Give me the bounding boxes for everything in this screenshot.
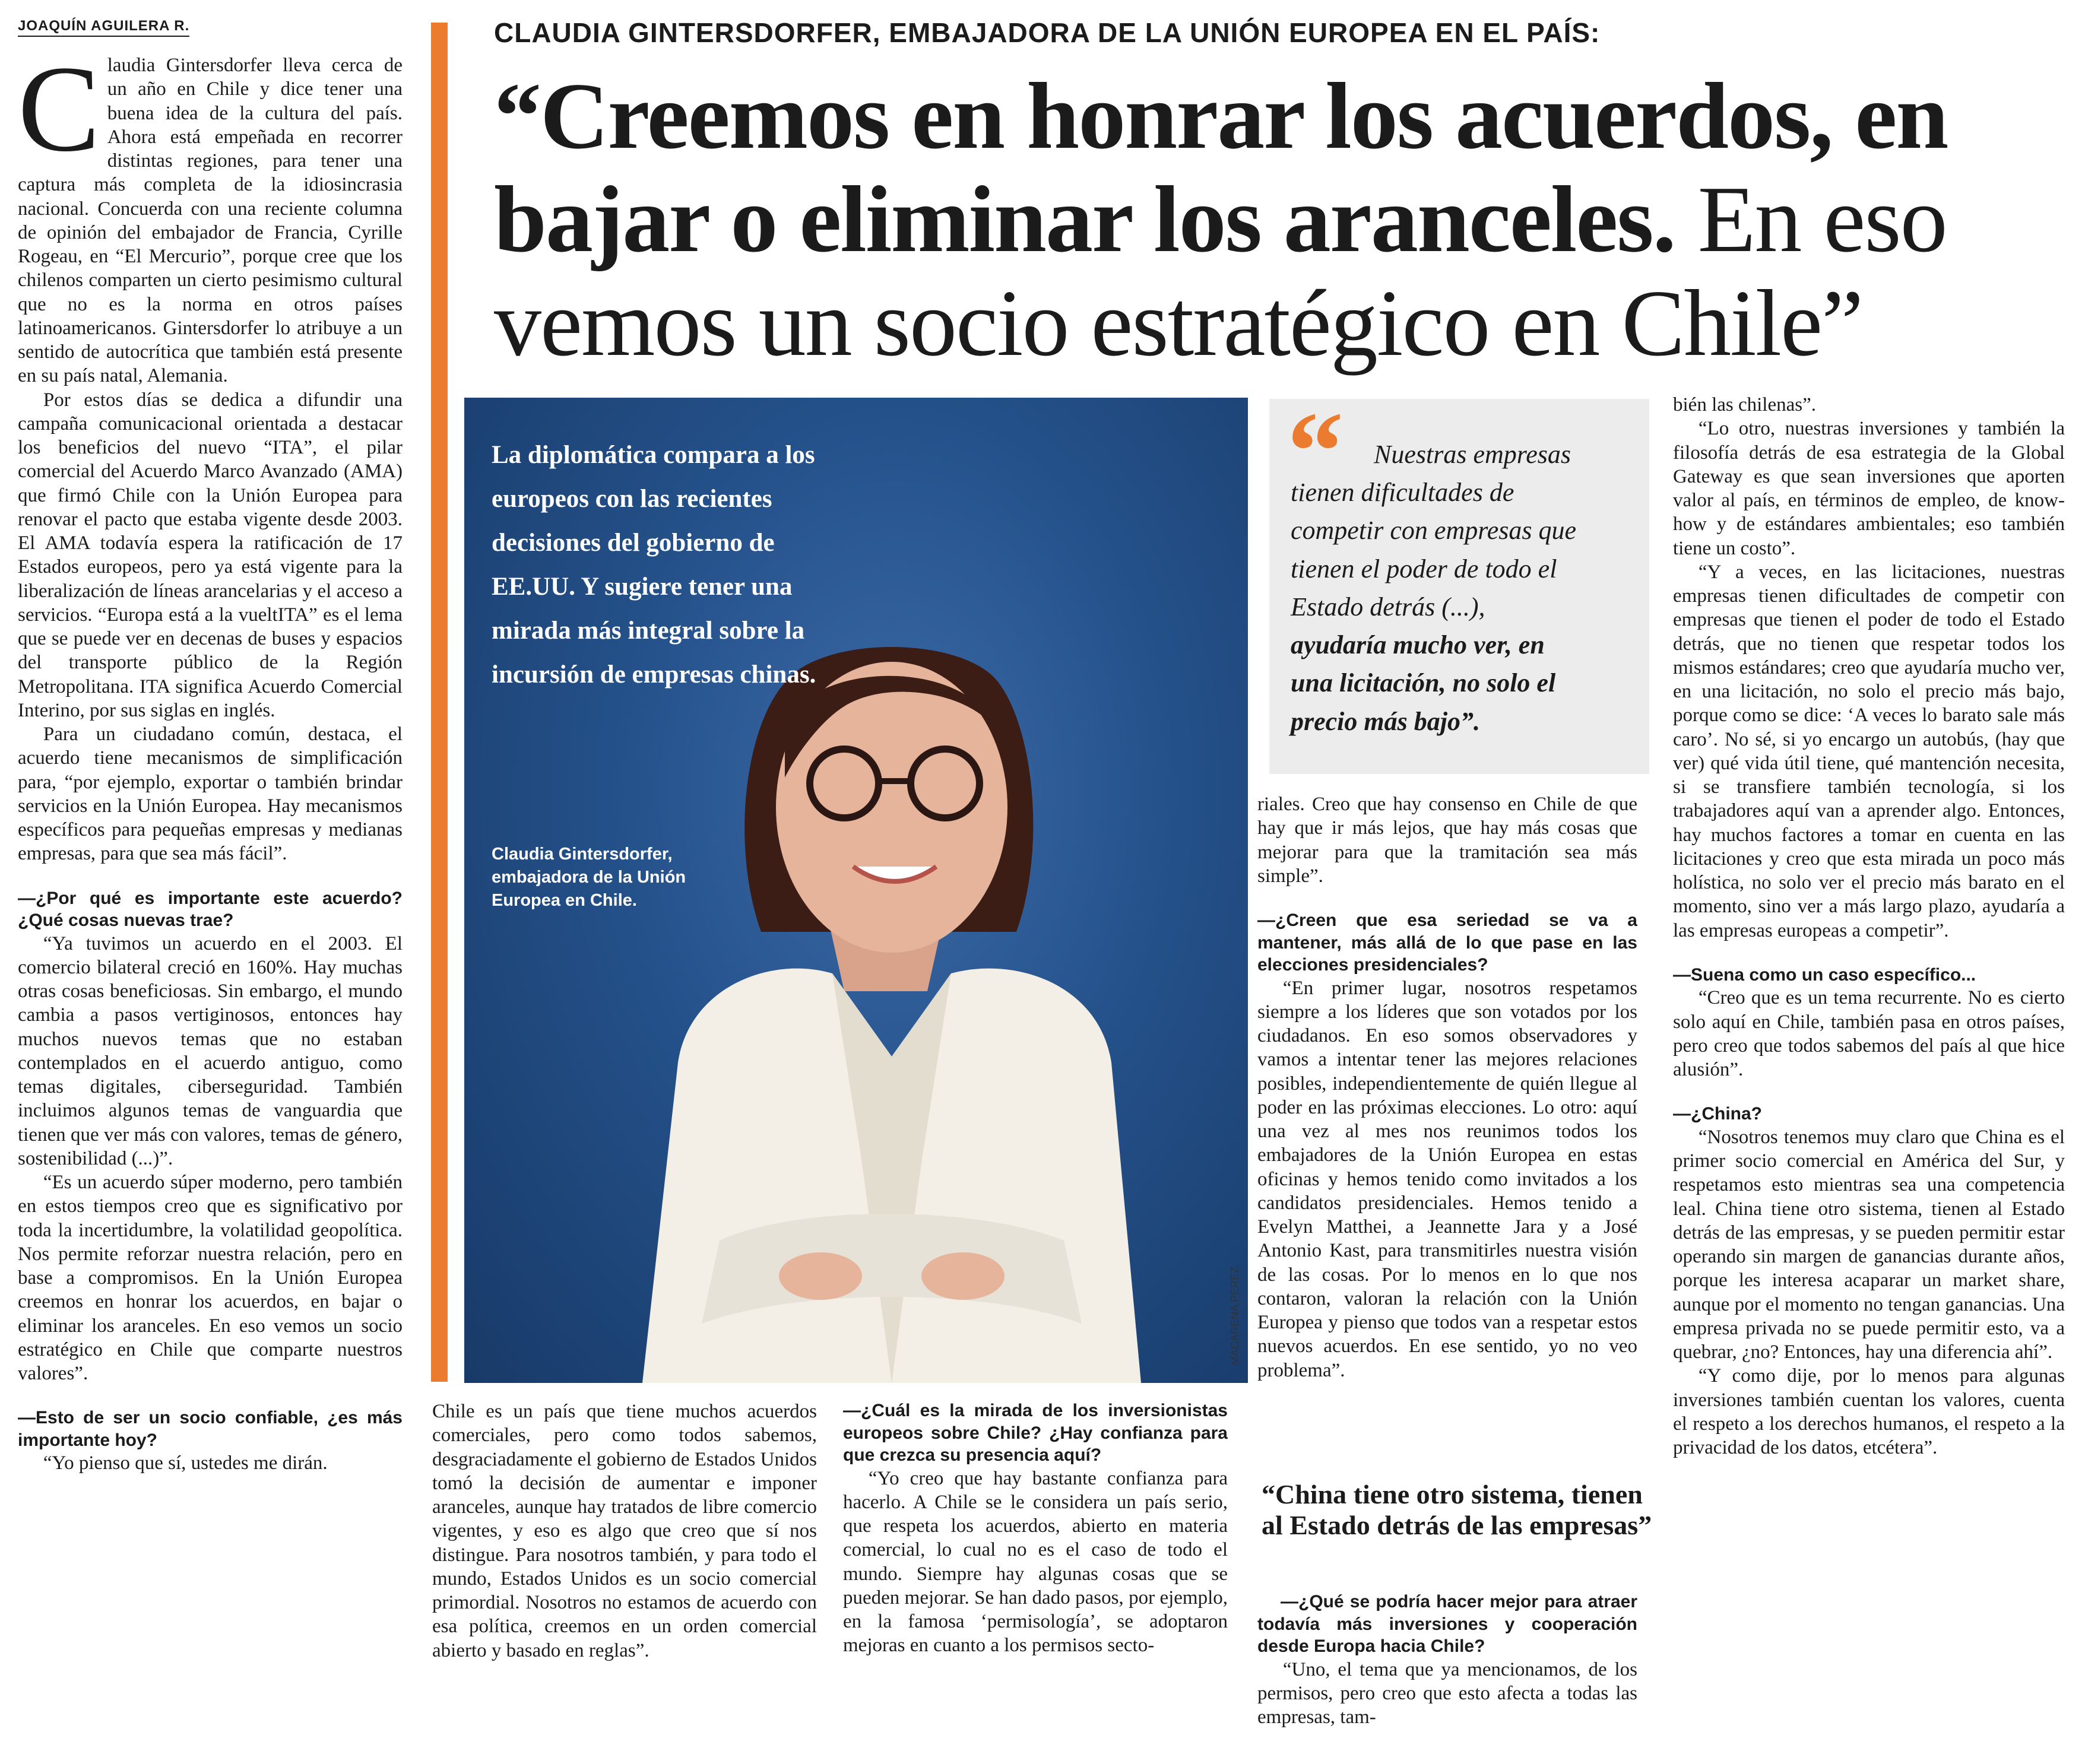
paragraph: “Y como dije, por lo menos para algunas inversiones también cuentan los valores, cuenta el respeto a los derechos humanos, el respeto a la privacidad de los datos, etcétera”. bbox=[1673, 1365, 2065, 1458]
pull-quote-line: precio más bajo”. bbox=[1291, 706, 1480, 736]
paragraph: “Es un acuerdo súper moderno, pero también en estos tiempos creo que es significativo por toda la incertidumbre, la volatilidad geopolítica. Nos permite reforzar nuestra relación, pero en base a compromisos. En la Unión Europea creemos en honrar los acuerdos, en bajar o eliminar los aranceles. En eso vemos un socio estratégico en Chile que comparte nuestros valores”. bbox=[18, 1172, 403, 1384]
interview-question: —¿China? bbox=[1673, 1104, 1762, 1124]
paragraph: Chile es un país que tiene muchos acuerdos comerciales, pero como todos sabemos, desgraciadamente el gobierno de Estados Unidos tomó la decisión de aumentar e imponer aranceles, aunque hay tratados de libre comercio vigentes, y eso es algo que creo que sí nos distingue. Para nosotros también, y para todo el mundo, Estados Unidos es un socio comercial primordial. Nosotros no estamos de acuerdo con esa política, creemos en un orden comercial abierto y basado en reglas”. bbox=[432, 1401, 817, 1661]
paragraph: “Ya tuvimos un acuerdo en el 2003. El comercio bilateral creció en 160%. Hay muchas otras cosas beneficiosas. Sin embargo, el mundo cambia a pasos vertiginosos, entonces hay muchos nuevos temas que no estaban contemplados en el acuerdo antiguo, como temas digitales, ciberseguridad. También incluimos algunos temas de vanguardia que tienen que ver más con valores, temas de género, sostenibilidad (...)”. bbox=[18, 932, 403, 1169]
paragraph: riales. Creo que hay consenso en Chile de que hay que ir más lejos, que hay más cosas que mejorar para que la tramitación sea más simple”. bbox=[1257, 794, 1637, 887]
first-paragraph: Claudia Gintersdorfer lleva cerca de un año en Chile y dice tener una buena idea de la cultura del país. Ahora está empeñada en recorrer distintas regiones, para tener una captura más completa de la idiosincrasia nacional. Concuerda con una reciente columna de opinión del embajador de Francia, Cyrille Rogeau, en “El Mercurio”, porque cree que los chilenos comparten un cierto pesimismo cultural que no es la norma en otros países latinoamericanos. Gintersdorfer lo atribuye a un sentido de autocrítica que también está presente en su país natal, Alemania. bbox=[18, 40, 403, 387]
photo-intro-text: La diplomática compara a los europeos con las recientes decisiones del gobierno de EE.UU. Y sugiere tener una mirada más integral sobre la incursión de empresas chinas. bbox=[492, 441, 816, 689]
pull-quote-line: Nuestras empresas bbox=[1374, 440, 1571, 469]
pull-quote-line: ayudaría mucho ver, en bbox=[1291, 630, 1545, 660]
paragraph: Para un ciudadano común, destaca, el acuerdo tiene mecanismos de simplificación para, “por ejemplo, exportar o también brindar servicios en la Unión Europea. Hay mecanismos específicos para pequeñas empresas y medianas empresas, para que sea más fácil”. bbox=[18, 724, 403, 865]
headline-regular: En eso vemos un socio estratégico en Chile” bbox=[494, 166, 1947, 376]
column-3 bbox=[843, 1400, 1228, 1658]
paragraph: bién las chilenas”. bbox=[1673, 394, 1816, 415]
interview-question: —¿Qué se podría hacer mejor para atraer todavía más inversiones y cooperación desde Europa hacia Chile? bbox=[1257, 1592, 1637, 1656]
pull-quote bbox=[1269, 389, 1649, 774]
paragraph: “Uno, el tema que ya mencionamos, de los permisos, pero creo que esto afecta a todas las empresas, tam- bbox=[1257, 1658, 1637, 1728]
column-5 bbox=[1673, 393, 2065, 1460]
pull-quote-line: Estado detrás (...), bbox=[1291, 592, 1485, 621]
interview-question: —Esto de ser un socio confiable, ¿es más importante hoy? bbox=[18, 1408, 403, 1450]
interview-question: —¿Creen que esa seriedad se va a mantener, más allá de lo que pase en las elecciones presidenciales? bbox=[1257, 910, 1637, 975]
paragraph: “En primer lugar, nosotros respetamos siempre a los líderes que son votados por los ciudadanos. En eso somos observadores y vamos a intentar tener las mejores relaciones posibles, independientemente de quién llegue al poder en las próximas elecciones. Lo otro: aquí una vez al mes nos reunimos todos los embajadores de la Unión Europea en estas oficinas y hemos tenido como invitados a los candidatos presidenciales. Hemos tenido a Evelyn Matthei, a Jeannette Jara y a José Antonio Kast, para transmitirles nuestra visión de las cosas. Por lo menos en lo que nos contaron, valoran la relación con la Unión Europea y pienso que todos van a respetar estos nuevos acuerdos. En ese sentido, yo no veo problema”. bbox=[1257, 977, 1637, 1381]
paragraph: “Nosotros tenemos muy claro que China es el primer socio comercial en América del Sur, y respetamos esto mientras sea una competencia leal. China tiene otro sistema, tienen al Estado detrás de las empresas, y se pueden permitir estar operando sin margen de ganancias durante años, porque les interesa acaparar un market share, aunque por el momento no tengan ganancias. Una empresa privada no se puede permitir esto, va a quebrar, ¿no? Entonces, hay una diferencia ahí”. bbox=[1673, 1126, 2065, 1363]
paragraph: “Lo otro, nuestras inversiones y también la filosofía detrás de esa estrategia de la Global Gateway es que sean inversiones que aporten valor al país, en términos de empleo, de know-how y de estándares ambientales; eso también tiene un costo”. bbox=[1673, 418, 2065, 559]
interview-question: —Suena como un caso específico... bbox=[1673, 965, 1976, 985]
pull-quote-line: competir con empresas que bbox=[1291, 516, 1577, 545]
interview-question: —¿Por qué es importante este acuerdo? ¿Qué cosas nuevas trae? bbox=[18, 888, 403, 930]
subhead: “China tiene otro sistema, tienen al Estado detrás de las empresas” bbox=[1262, 1479, 1652, 1540]
quote-mark-icon: “ bbox=[1287, 389, 1343, 514]
pull-quote-line: tienen el poder de todo el bbox=[1291, 554, 1557, 583]
pull-quote-line: tienen dificultades de bbox=[1291, 478, 1514, 507]
paragraph: “Yo pienso que sí, ustedes me dirán. bbox=[43, 1452, 328, 1474]
drop-cap: C bbox=[18, 40, 100, 177]
headline-bold: “Creemos en honrar los acuerdos, en bajar o eliminar los aranceles. bbox=[494, 63, 1948, 272]
pull-quote-line: una licitación, no solo el bbox=[1291, 668, 1556, 698]
paragraph: Por estos días se dedica a difundir una campaña comunicacional orientada a destacar los beneficios del nuevo “ITA”, el pilar comercial del Acuerdo Marco Avanzado (AMA) que firmó Chile con la Unión Europea para renovar el pacto que estaba vigente desde 2003. El AMA todavía espera la ratificación de 17 Estados europeos, pero ya está vigente para la liberalización de líneas arancelarias y el acceso a servicios. “Europa está a la vueltITA” es el lema que se puede ver en decenas de buses y espacios del transporte público de la Región Metropolitana. ITA significa Acuerdo Comercial Interino, por sus siglas en inglés. bbox=[18, 389, 403, 721]
portrait-photo bbox=[464, 398, 1248, 1383]
paragraph: “Creo que es un tema recurrente. No es cierto solo aquí en Chile, también pasa en otros países, pero creo que todos sabemos del país al que hice alusión”. bbox=[1673, 987, 2065, 1080]
paragraph: “Y a veces, en las licitaciones, nuestras empresas tienen dificultades de competir con empresas que tienen el poder de todo el Estado detrás, que no tienen que respetar todos los mismos estándares; creo que ayudaría mucho ver, en una licitación, no solo el precio más bajo, porque como se dice: ‘A veces lo barato sale más caro’. No sé, si yo encargo un autobús, (hay que ver) qué vida útil tiene, qué mantención necesita, si se transfiere también tecnología, si los trabajadores aquí van a aprender algo. Entonces, hay muchos factores a tomar en cuenta en las licitaciones y creo que esta mirada un poco más holística, no solo ver el precio más barato en el momento, sino ver a más largo plazo, ayudaría a las empresas europeas a competir”. bbox=[1673, 561, 2065, 941]
accent-bar bbox=[431, 23, 448, 1382]
photo-credit: MACARENA PÉREZ bbox=[1229, 1266, 1241, 1365]
column-4 bbox=[1257, 792, 1637, 1382]
byline: JOAQUÍN AGUILERA R. bbox=[18, 18, 189, 37]
paragraph: “Yo creo que hay bastante confianza para hacerlo. A Chile se le considera un país serio, que respeta los acuerdos, abierto en materia comercial, lo cual no es el caso de todo el mundo. Siempre hay algunas cosas que se pueden mejorar. Se han dado pasos, por ejemplo, en la famosa ‘permisología’, se adoptaron mejoras en cuanto a los permisos secto- bbox=[843, 1467, 1228, 1657]
photo-caption: Claudia Gintersdorfer, embajadora de la Unión Europea en Chile. bbox=[492, 845, 686, 910]
column-1 bbox=[18, 40, 403, 1476]
headline bbox=[494, 64, 2061, 375]
column-4-continued bbox=[1257, 1591, 1637, 1729]
column-2 bbox=[432, 1400, 817, 1663]
kicker: CLAUDIA GINTERSDORFER, EMBAJADORA DE LA UNIÓN EUROPEA EN EL PAÍS: bbox=[494, 17, 1601, 48]
interview-question: —¿Cuál es la mirada de los inversionistas europeos sobre Chile? ¿Hay confianza para que crezca su presencia aquí? bbox=[843, 1401, 1228, 1465]
pull-quote-text bbox=[1291, 436, 1641, 741]
